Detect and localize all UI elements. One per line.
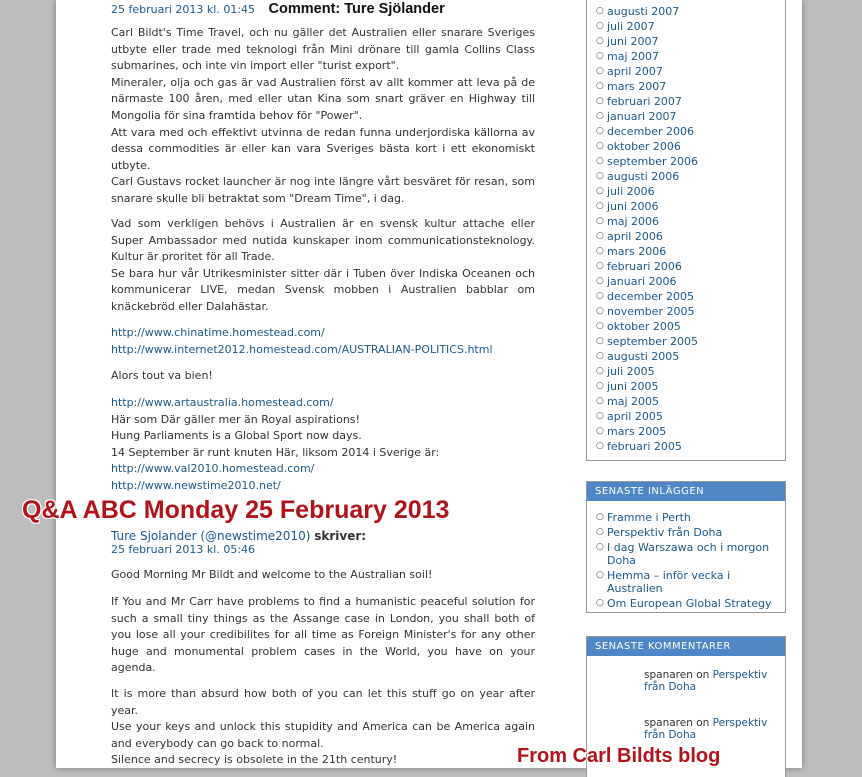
comment-link[interactable]: http://www.chinatime.homestead.com/ xyxy=(111,326,325,339)
comment-line: Att vara med och effektivt utvinna de redan funna underjordiska källorna av dessa commodities är eller kan vara Sveriges bästa kort i ett ekonomiskt utbyte. xyxy=(111,125,535,172)
comment-date-row xyxy=(111,542,535,559)
comment-header xyxy=(111,1,445,19)
recent-comments-heading: SENASTE KOMMENTARER xyxy=(587,637,785,656)
archive-list xyxy=(587,0,785,454)
archive-link[interactable]: augusti 2006 xyxy=(607,170,680,183)
recent-post-link[interactable]: I dag Warszawa och i morgon Doha xyxy=(607,541,770,567)
archive-item xyxy=(595,214,781,229)
archive-item xyxy=(595,184,781,199)
archive-link[interactable]: juni 2005 xyxy=(607,380,659,393)
comment-line: Mineraler, olja och gas är vad Australien först av allt kommer att leva på de närmaste 100 åren, med eller utan Kina som snart gräver en Highway till Mongolia för sina framtida behov för "Power". xyxy=(111,75,535,122)
recent-comment-on: on xyxy=(696,669,710,681)
archive-link[interactable]: mars 2006 xyxy=(607,245,667,258)
archive-link[interactable]: november 2005 xyxy=(607,305,695,318)
recent-posts-list xyxy=(587,501,785,610)
recent-comment-author: spanaren xyxy=(644,669,693,681)
comment-line: Vad som verkligen behövs i Australien är en svensk kultur attache eller Super Ambassador med nutida kunskaper inom communicationsteknology. Kultur är proritet för all Trade. xyxy=(111,217,535,264)
archive-link[interactable]: januari 2006 xyxy=(607,275,677,288)
archive-link[interactable]: oktober 2005 xyxy=(607,320,681,333)
comment-link[interactable]: http://www.artaustralia.homestead.com/ xyxy=(111,396,334,409)
archive-link[interactable]: juli 2007 xyxy=(607,20,655,33)
archive-item xyxy=(595,64,781,79)
comment-paragraph xyxy=(111,567,535,584)
archive-link[interactable]: december 2005 xyxy=(607,290,695,303)
page xyxy=(56,0,802,768)
archive-link[interactable]: maj 2005 xyxy=(607,395,660,408)
archive-item xyxy=(595,79,781,94)
comment-paragraph xyxy=(111,368,535,385)
archive-item xyxy=(595,319,781,334)
archive-item xyxy=(595,199,781,214)
comment-paragraph xyxy=(111,395,535,495)
archive-item xyxy=(595,124,781,139)
archive-item xyxy=(595,109,781,124)
recent-post-item xyxy=(595,511,779,524)
recent-comment xyxy=(644,669,784,693)
archive-item xyxy=(595,394,781,409)
archive-link[interactable]: april 2007 xyxy=(607,65,663,78)
archive-link[interactable]: juli 2005 xyxy=(607,365,655,378)
archive-link[interactable]: juli 2006 xyxy=(607,185,655,198)
recent-comment-author: spanaren xyxy=(644,717,693,729)
comment-line: 14 September är runt knuten Här, liksom 2014 i Sverige är: xyxy=(111,445,440,459)
comment-line: Carl Gustavs rocket launcher är nog inte längre vårt besväret för resan, som snarare skulle bli betraktat som "Dream Time", i dag. xyxy=(111,175,535,205)
comment-date[interactable]: 25 februari 2013 kl. 05:46 xyxy=(111,543,256,556)
recent-post-link[interactable]: Perspektiv från Doha xyxy=(607,526,723,539)
archive-link[interactable]: maj 2006 xyxy=(607,215,660,228)
recent-post-item xyxy=(595,569,779,595)
archive-item xyxy=(595,424,781,439)
recent-posts-widget xyxy=(586,481,786,613)
recent-post-link[interactable]: Om European Global Strategy xyxy=(607,597,772,610)
archive-item xyxy=(595,364,781,379)
comment-line: Se bara hur vår Utrikesminister sitter där i Tuben över Indiska Oceanen och kommunicerar LIVE, medan Svensk mobben i Australien babblar om knäckebröd eller Dalahästar. xyxy=(111,266,535,313)
archive-link[interactable]: april 2006 xyxy=(607,230,663,243)
comment-line: Carl Bildt's Time Travel, och nu gäller det Australien eller snarare Sveriges utbyte eller trade med teknologi från Mini drönare till gamla Collins Class submarines, och inte vin import eller "turist export". xyxy=(111,26,535,73)
archive-item xyxy=(595,409,781,424)
comment-line: Här som Där gäller mer än Royal aspirations! xyxy=(111,412,360,426)
comment-author[interactable]: Ture Sjolander (@newstime2010) xyxy=(111,529,311,543)
comment-line: Use your keys and unlock this stupidity and America can be America again and everybody can go back to normal. xyxy=(111,720,535,750)
comment-link[interactable]: http://www.newstime2010.net/ xyxy=(111,478,281,492)
archive-item xyxy=(595,49,781,64)
archive-item xyxy=(595,334,781,349)
archive-link[interactable]: juni 2007 xyxy=(607,35,659,48)
comment-paragraph xyxy=(111,216,535,316)
archive-item xyxy=(595,19,781,34)
archive-link[interactable]: september 2005 xyxy=(607,335,699,348)
recent-post-link[interactable]: Hemma – inför vecka i Australien xyxy=(607,569,731,595)
archive-link[interactable]: mars 2005 xyxy=(607,425,667,438)
recent-post-link[interactable]: Framme i Perth xyxy=(607,511,691,524)
comment-paragraph xyxy=(111,686,535,769)
comment-line: If You and Mr Carr have problems to find a humanistic peaceful solution for such a small tiny things as the Assange case in London, you shall both of you lose all your credibilites for all time as Foreign Minister's for any other huge and monumental problem cases in the World, you have on your agenda. xyxy=(111,595,535,675)
recent-post-item xyxy=(595,597,779,610)
archive-item xyxy=(595,169,781,184)
recent-comment-on: on xyxy=(696,717,710,729)
archive-item xyxy=(595,379,781,394)
archive-link[interactable]: december 2006 xyxy=(607,125,695,138)
archive-item xyxy=(595,304,781,319)
archive-link[interactable]: april 2005 xyxy=(607,410,663,423)
archive-link[interactable]: september 2006 xyxy=(607,155,699,168)
archive-link[interactable]: februari 2006 xyxy=(607,260,682,273)
archive-item xyxy=(595,4,781,19)
overlay-comment-title: Comment: Ture Sjölander xyxy=(268,1,445,17)
archive-link[interactable]: februari 2007 xyxy=(607,95,682,108)
archive-link[interactable]: oktober 2006 xyxy=(607,140,681,153)
comment-line: Silence and secrecy is obsolete in the 21th century! xyxy=(111,753,398,767)
archive-item xyxy=(595,439,781,454)
comment-line: Alors tout va bien! xyxy=(111,369,213,382)
recent-posts-heading: SENASTE INLÄGGEN xyxy=(587,482,785,501)
comment-links xyxy=(111,325,535,358)
overlay-source-title: From Carl Bildts blog xyxy=(517,745,721,767)
recent-post-item xyxy=(595,541,779,567)
archive-item xyxy=(595,229,781,244)
comment-paragraph xyxy=(111,25,535,208)
recent-post-item xyxy=(595,526,779,539)
comment-line: Good Morning Mr Bildt and welcome to the Australian soil! xyxy=(111,568,433,581)
comment-line: It is more than absurd how both of you can let this stuff go on year after year. xyxy=(111,687,535,717)
archive-item xyxy=(595,139,781,154)
archive-item xyxy=(595,259,781,274)
archive-link[interactable]: maj 2007 xyxy=(607,50,660,63)
archive-item xyxy=(595,274,781,289)
comment-link[interactable]: http://www.internet2012.homestead.com/AUSTRALIAN-POLITICS.html xyxy=(111,342,493,356)
archive-widget xyxy=(586,0,786,461)
comment-says: skriver: xyxy=(314,529,367,543)
archive-link[interactable]: februari 2005 xyxy=(607,440,682,453)
archive-item xyxy=(595,154,781,169)
comment-link[interactable]: http://www.val2010.homestead.com/ xyxy=(111,462,315,476)
archive-link[interactable]: augusti 2007 xyxy=(607,5,680,18)
recent-comment-post-link[interactable]: Perspektiv från Doha xyxy=(644,669,768,693)
archive-link[interactable]: augusti 2005 xyxy=(607,350,680,363)
comment-paragraph xyxy=(111,594,535,677)
archive-item xyxy=(595,94,781,109)
comment-date[interactable]: 25 februari 2013 kl. 01:45 xyxy=(111,3,256,16)
recent-comment-post-link[interactable]: Perspektiv från Doha xyxy=(644,717,768,741)
archive-link[interactable]: januari 2007 xyxy=(607,110,677,123)
archive-item xyxy=(595,349,781,364)
archive-link[interactable]: juni 2006 xyxy=(607,200,659,213)
overlay-qa-title: Q&A ABC Monday 25 February 2013 xyxy=(22,496,450,524)
archive-item xyxy=(595,244,781,259)
comment-line: Hung Parliaments is a Global Sport now days. xyxy=(111,429,362,443)
archive-link[interactable]: mars 2007 xyxy=(607,80,667,93)
archive-item xyxy=(595,34,781,49)
recent-comment xyxy=(644,717,784,741)
archive-item xyxy=(595,289,781,304)
